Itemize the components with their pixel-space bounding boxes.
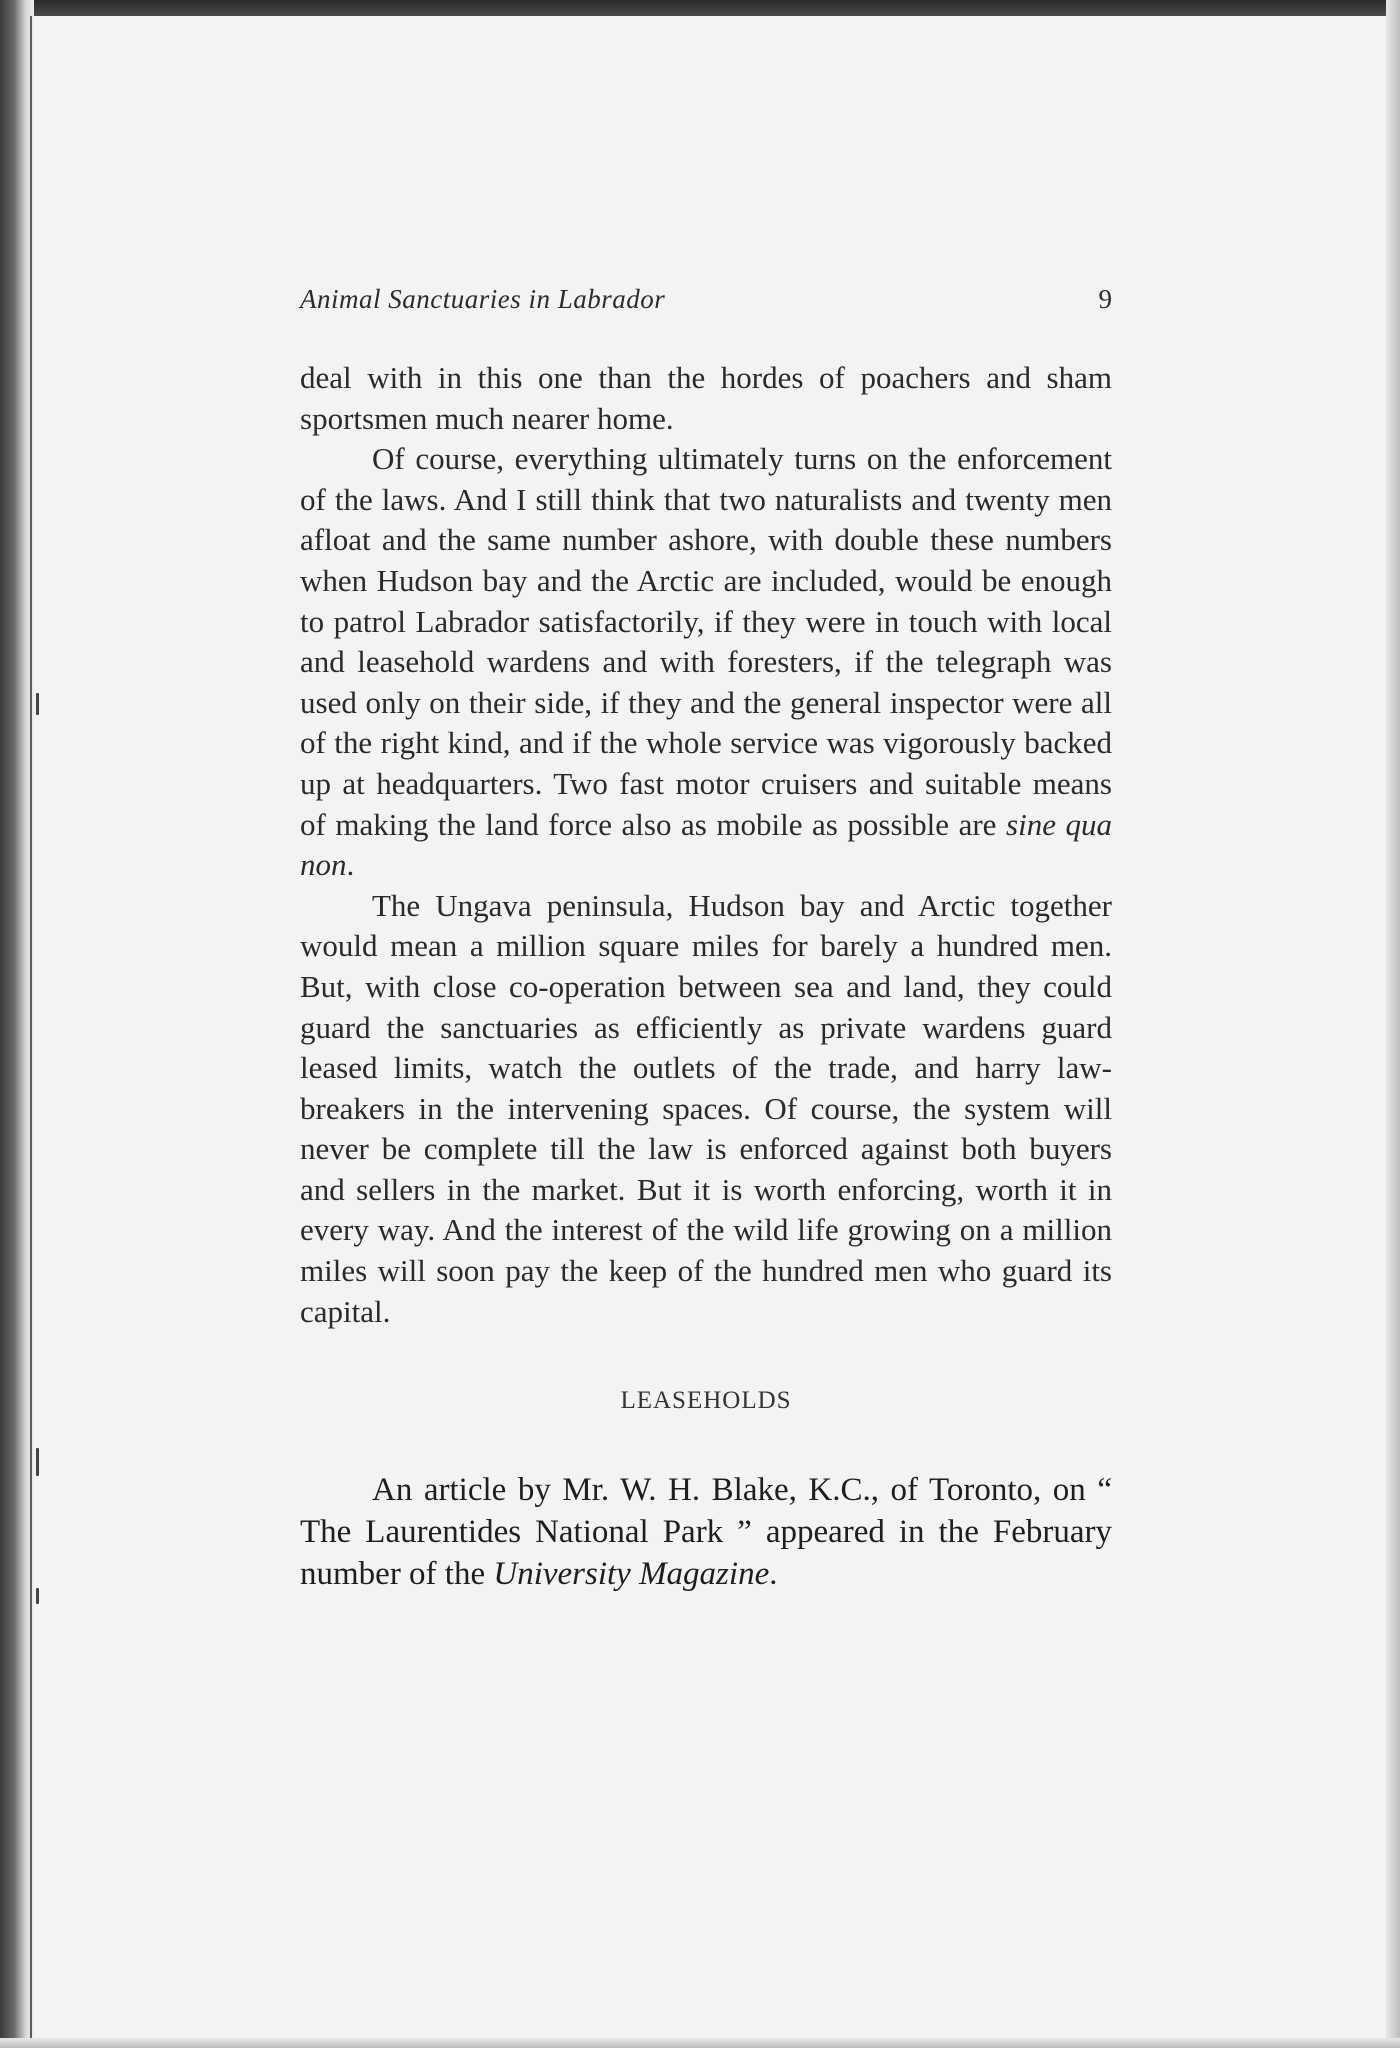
page-top-edge bbox=[0, 0, 1400, 16]
running-title: Animal Sanctuaries in Labrador bbox=[300, 284, 666, 314]
page-right-edge bbox=[1386, 0, 1400, 2048]
paragraph-text: The Ungava peninsula, Hudson bay and Arctic together would mean a million square miles for barely a hundred men. But, with close co-operation between sea and land, they could guard the sanctuaries as efficiently as private wardens guard leased limits, watch the outlets of the trade, and harry law-breakers in the intervening spaces. Of course, the system will never be complete till the law is enforced against both buyers and sellers in the market. But it is worth enforcing, worth it in every way. And the interest of the wild life growing on a million miles will soon pay the keep of the hundred men who guard its capital. bbox=[300, 887, 1112, 1329]
paragraph bbox=[300, 886, 1112, 1333]
paragraph bbox=[300, 358, 1112, 439]
italic-title: University Magazine bbox=[493, 1555, 770, 1592]
gutter-mark bbox=[36, 1448, 39, 1476]
running-header bbox=[300, 284, 1112, 324]
body-text bbox=[300, 358, 1112, 1595]
paragraph-end: . bbox=[769, 1555, 778, 1592]
paragraph bbox=[300, 439, 1112, 886]
page-number: 9 bbox=[1098, 284, 1112, 314]
binding-line bbox=[30, 16, 32, 2048]
page-bottom-edge bbox=[0, 2038, 1400, 2048]
paragraph-text: An article by Mr. W. H. Blake, K.C., of Toronto, on “ The Laurentides National Park ” appeared in the February number of the bbox=[300, 1471, 1112, 1592]
section-heading: LEASEHOLDS bbox=[620, 1387, 792, 1415]
section-paragraph bbox=[300, 1469, 1112, 1595]
gutter-mark bbox=[36, 693, 39, 715]
page-binding-edge bbox=[0, 0, 34, 2048]
paragraph-text: Of course, everything ultimately turns on the enforcement of the laws. And I still think that two naturalists and twenty men afloat and the same number ashore, with double these numbers when Hudson bay and the Arctic are included, would be enough to patrol Labrador satisfactorily, if they were in touch with local and leasehold wardens and with foresters, if the telegraph was used only on their side, if they and the general inspector were all of the right kind, and if the whole service was vigorously backed up at headquarters. Two fast motor cruisers and suitable means of making the land force also as mobile as possible are bbox=[300, 441, 1112, 842]
paragraph-end: . bbox=[346, 847, 355, 883]
italic-phrase: sine qua non bbox=[300, 806, 1113, 883]
paragraph-text: deal with in this one than the hordes of poachers and sham sportsmen much nearer home. bbox=[300, 360, 1112, 436]
gutter-mark bbox=[36, 1588, 39, 1604]
